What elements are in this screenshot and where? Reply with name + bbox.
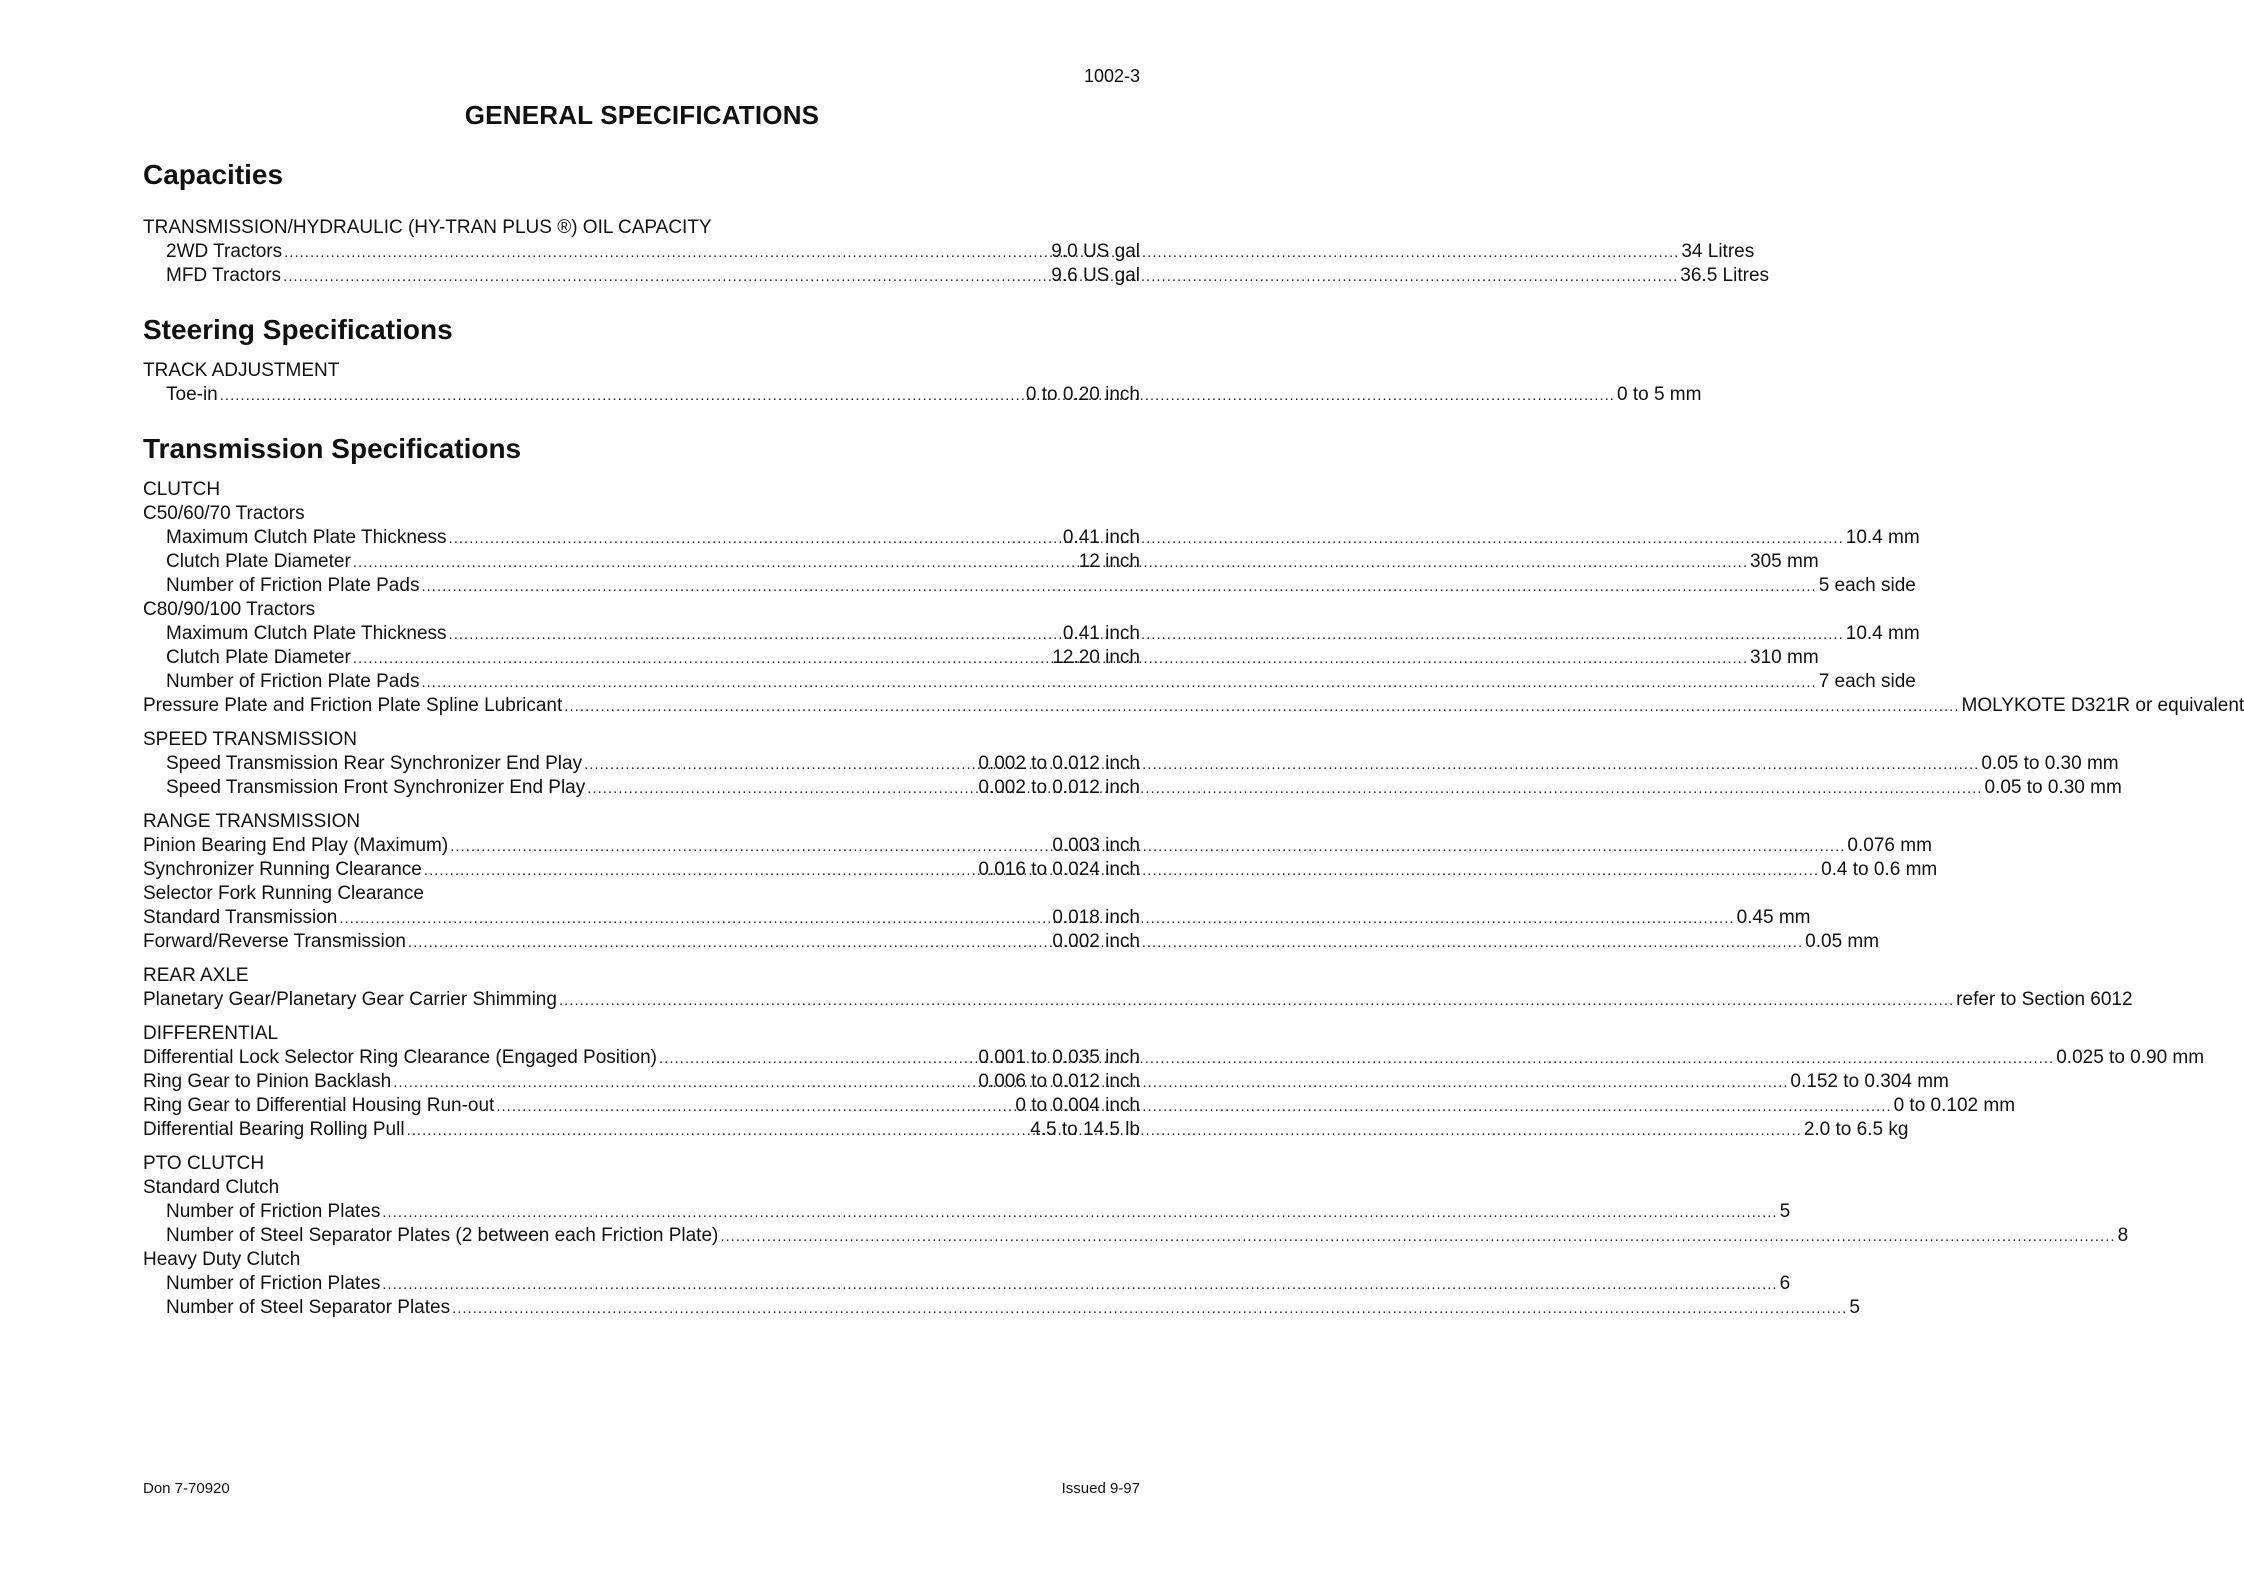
capacities-section <box>143 158 1770 288</box>
spec-label: Ring Gear to Pinion Backlash <box>143 1071 392 1092</box>
spec-imperial: 0.003 inch <box>1052 835 1140 856</box>
range-transmission-group-heading: RANGE TRANSMISSION <box>143 811 361 832</box>
spec-label: Differential Bearing Rolling Pull <box>143 1119 405 1140</box>
spec-value: 5 each side <box>1818 575 1916 596</box>
dot-leader <box>720 1225 2115 1249</box>
spec-imperial: 0.016 to 0.024 inch <box>978 859 1140 880</box>
spec-metric: 36.5 Litres <box>1680 265 1770 286</box>
spec-label: 2WD Tractors <box>166 241 283 262</box>
spec-metric: 310 mm <box>1750 647 1819 668</box>
capacities-heading: Capacities <box>143 159 284 190</box>
dot-leader <box>450 835 1845 859</box>
spec-label: Pinion Bearing End Play (Maximum) <box>143 835 449 856</box>
pto-clutch-group-heading: PTO CLUTCH <box>143 1153 265 1174</box>
dot-leader <box>452 1297 1847 1321</box>
spec-value: 7 each side <box>1818 671 1916 692</box>
spec-label: Toe-in <box>166 384 218 405</box>
spec-imperial: 0.018 inch <box>1052 907 1140 928</box>
spec-row <box>143 1094 2016 1118</box>
spec-metric: 10.4 mm <box>1845 623 1920 644</box>
spec-label: Number of Friction Plate Pads <box>166 575 420 596</box>
spec-label: Pressure Plate and Friction Plate Spline Lubricant <box>143 695 563 716</box>
spec-row <box>143 752 2119 776</box>
speed-transmission-group-heading: SPEED TRANSMISSION <box>143 729 357 750</box>
footer-document-number: Don 7-70920 <box>143 1480 230 1497</box>
pto-subgroup-standard: Standard Clutch <box>143 1177 280 1198</box>
spec-row <box>143 1272 1791 1296</box>
spec-metric: 305 mm <box>1750 551 1819 572</box>
spec-value: 8 <box>2117 1225 2129 1246</box>
spec-label: Speed Transmission Front Synchronizer End Play <box>166 777 586 798</box>
dot-leader <box>382 1273 1777 1297</box>
spec-row-mfd <box>143 264 1770 288</box>
selector-fork-subheading: Selector Fork Running Clearance <box>143 883 424 904</box>
spec-row-lubricant <box>143 694 2244 718</box>
clutch-subgroup-c50: C50/60/70 Tractors <box>143 503 305 524</box>
spec-imperial: 4.5 to 14.5 lb <box>1030 1119 1140 1140</box>
steering-section <box>143 313 1702 407</box>
spec-imperial: 0.002 to 0.012 inch <box>978 753 1140 774</box>
spec-imperial: 0.41 inch <box>1062 623 1140 644</box>
oil-capacity-group-heading: TRANSMISSION/HYDRAULIC (HY-TRAN PLUS ®) OIL CAPACITY <box>143 217 712 238</box>
dot-leader <box>496 1095 1891 1119</box>
spec-row <box>143 1046 2205 1070</box>
spec-label: Forward/Reverse Transmission <box>143 931 406 952</box>
spec-metric: 2.0 to 6.5 kg <box>1803 1119 1909 1140</box>
spec-row <box>143 670 1916 694</box>
track-adjustment-group-heading: TRACK ADJUSTMENT <box>143 360 340 381</box>
spec-row <box>143 858 1938 882</box>
spec-label: MFD Tractors <box>166 265 282 286</box>
spec-row <box>143 1224 2129 1248</box>
spec-metric: 0.05 mm <box>1805 931 1880 952</box>
spec-row <box>143 776 2122 800</box>
dot-leader <box>421 575 1816 599</box>
spec-row <box>143 1118 1909 1142</box>
spec-metric: 34 Litres <box>1681 241 1755 262</box>
spec-label: Synchronizer Running Clearance <box>143 859 422 880</box>
spec-row <box>143 526 1920 550</box>
spec-imperial: 0.006 to 0.012 inch <box>978 1071 1140 1092</box>
spec-row <box>143 646 1819 670</box>
spec-metric: 0.025 to 0.90 mm <box>2056 1047 2205 1068</box>
spec-row <box>143 550 1819 574</box>
spec-row <box>143 574 1916 598</box>
spec-label: Differential Lock Selector Ring Clearance (Engaged Position) <box>143 1047 657 1068</box>
spec-imperial: 0.001 to 0.035 inch <box>978 1047 1140 1068</box>
spec-label: Clutch Plate Diameter <box>166 647 351 668</box>
spec-imperial: 9.0 US gal <box>1051 241 1140 262</box>
page-number: 1002-3 <box>1083 66 1140 86</box>
spec-metric: 0.05 to 0.30 mm <box>1984 777 2122 798</box>
rear-axle-group-heading: REAR AXLE <box>143 965 249 986</box>
spec-metric: 0.152 to 0.304 mm <box>1790 1071 1949 1092</box>
spec-row <box>143 906 1811 930</box>
spec-label: Number of Friction Plate Pads <box>166 671 420 692</box>
spec-row <box>143 988 2133 1012</box>
spec-row <box>143 834 1932 858</box>
spec-label: Maximum Clutch Plate Thickness <box>166 527 447 548</box>
pto-subgroup-heavy-duty: Heavy Duty Clutch <box>143 1249 301 1270</box>
spec-value: 5 <box>1779 1201 1791 1222</box>
page-title: GENERAL SPECIFICATIONS <box>464 100 820 130</box>
spec-imperial: 9.6 US gal <box>1051 265 1140 286</box>
spec-imperial: 12 inch <box>1078 551 1140 572</box>
steering-heading: Steering Specifications <box>143 314 453 345</box>
spec-row <box>143 1200 1791 1224</box>
spec-value: MOLYKOTE D321R or equivalent <box>1961 695 2244 716</box>
clutch-subgroup-c80: C80/90/100 Tractors <box>143 599 316 620</box>
spec-metric: 0.45 mm <box>1736 907 1811 928</box>
transmission-section <box>143 432 2244 1320</box>
transmission-heading: Transmission Specifications <box>143 433 522 464</box>
spec-imperial: 0.41 inch <box>1062 527 1140 548</box>
dot-leader <box>449 623 1844 647</box>
spec-imperial: 0 to 0.004 inch <box>1015 1095 1140 1116</box>
spec-label: Ring Gear to Differential Housing Run-out <box>143 1095 495 1116</box>
spec-value: 5 <box>1849 1297 1860 1318</box>
spec-row <box>143 1070 1949 1094</box>
differential-group-heading: DIFFERENTIAL <box>143 1023 279 1044</box>
spec-label: Maximum Clutch Plate Thickness <box>166 623 447 644</box>
dot-leader <box>584 753 1979 777</box>
spec-label: Number of Steel Separator Plates (2 between each Friction Plate) <box>166 1225 719 1246</box>
spec-row <box>143 622 1920 646</box>
spec-value: 6 <box>1779 1273 1791 1294</box>
clutch-group-heading: CLUTCH <box>143 479 221 500</box>
dot-leader <box>449 527 1844 551</box>
spec-row <box>143 930 1880 954</box>
spec-metric: 10.4 mm <box>1845 527 1920 548</box>
spec-metric: 0 to 5 mm <box>1616 384 1702 405</box>
spec-imperial: 12.20 inch <box>1052 647 1140 668</box>
spec-metric: 0.05 to 0.30 mm <box>1981 753 2119 774</box>
spec-label: Number of Friction Plates <box>166 1201 381 1222</box>
spec-label: Standard Transmission <box>143 907 338 928</box>
dot-leader <box>421 671 1816 695</box>
spec-label: Planetary Gear/Planetary Gear Carrier Shimming <box>143 989 557 1010</box>
spec-label: Clutch Plate Diameter <box>166 551 351 572</box>
spec-imperial: 0.002 to 0.012 inch <box>978 777 1140 798</box>
spec-imperial: 0.002 inch <box>1052 931 1140 952</box>
spec-imperial: 0 to 0.20 inch <box>1025 384 1140 405</box>
spec-value: refer to Section 6012 <box>1956 989 2133 1010</box>
dot-leader <box>382 1201 1777 1225</box>
spec-metric: 0.4 to 0.6 mm <box>1821 859 1938 880</box>
dot-leader <box>587 777 1982 801</box>
footer-issue-date: Issued 9-97 <box>1061 1480 1140 1497</box>
spec-row-2wd <box>143 240 1755 264</box>
spec-label: Number of Steel Separator Plates <box>166 1297 451 1318</box>
spec-metric: 0 to 0.102 mm <box>1893 1095 2016 1116</box>
spec-row-toe-in <box>143 383 1702 407</box>
spec-label: Number of Friction Plates <box>166 1273 381 1294</box>
spec-label: Speed Transmission Rear Synchronizer End Play <box>166 753 583 774</box>
spec-row <box>143 1296 1860 1320</box>
dot-leader <box>564 695 1959 719</box>
spec-metric: 0.076 mm <box>1847 835 1932 856</box>
dot-leader <box>559 989 1954 1013</box>
